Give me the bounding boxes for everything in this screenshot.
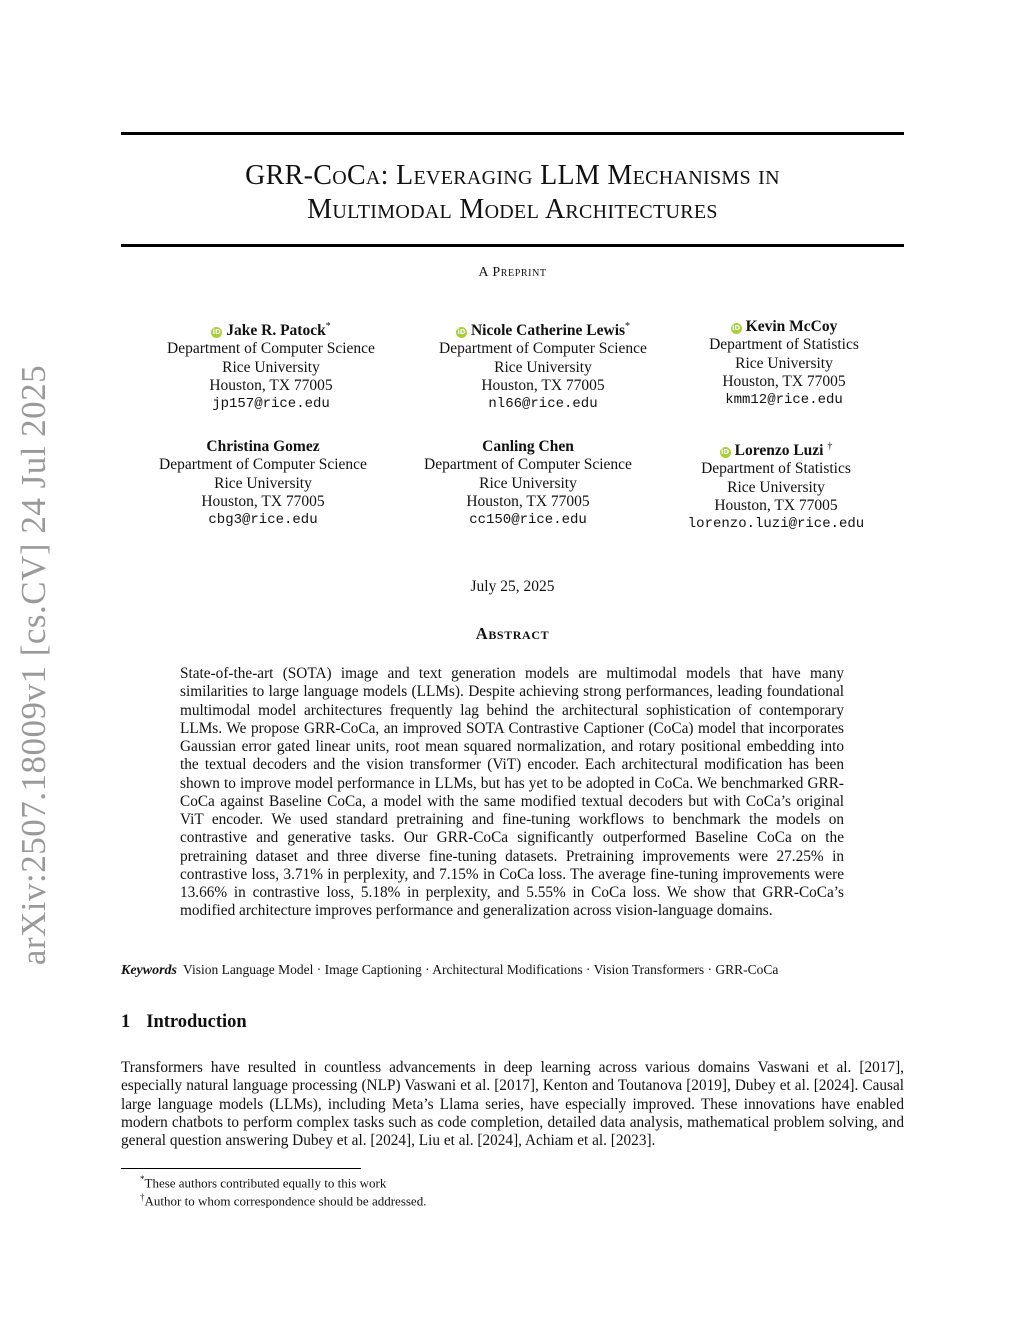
author-email[interactable]: kmm12@rice.edu	[725, 392, 843, 409]
title-rule-bottom	[121, 244, 904, 247]
author-block	[398, 438, 658, 529]
author-mark: *	[625, 321, 631, 332]
author-block	[413, 318, 673, 414]
author-name: Kevin McCoy	[745, 318, 838, 335]
author-university: Rice University	[727, 478, 825, 496]
author-name: Nicole Catherine Lewis	[470, 322, 626, 340]
author-university: Rice University	[735, 354, 833, 372]
author-department: Department of Computer Science	[424, 456, 632, 474]
author-city: Houston, TX 77005	[201, 492, 325, 510]
author-name: Christina Gomez	[206, 438, 320, 455]
author-email[interactable]: lorenzo.luzi@rice.edu	[687, 516, 865, 533]
author-department: Department of Statistics	[701, 460, 851, 478]
author-department: Department of Computer Science	[439, 340, 647, 358]
paper-title-line-1: GRR-CoCa: Leveraging LLM Mechanisms in	[245, 160, 780, 191]
title-rule-top	[121, 132, 904, 135]
section-heading	[121, 1012, 247, 1033]
footnote-text: These authors contributed equally to this work	[144, 1175, 387, 1191]
author-city: Houston, TX 77005	[481, 377, 605, 395]
footnote	[140, 1174, 386, 1191]
author-university: Rice University	[222, 358, 320, 376]
orcid-icon[interactable]: iD	[457, 328, 466, 337]
section-title: Introduction	[146, 1012, 247, 1032]
footnote-mark: *	[140, 1174, 145, 1184]
footnote-mark: †	[140, 1192, 145, 1202]
paper-title-line-2: Multimodal Model Architectures	[307, 194, 718, 225]
abstract-text: State-of-the-art (SOTA) image and text generation models are multimodal models that have many similarities to large language models (LLMs). Despite achieving strong performances, leading foundational multimodal model architectures frequently lag behind the architectural sophistication of contemporary LLMs. We propose GRR-CoCa, an improved SOTA Contrastive Captioner (CoCa) model that incorporates Gaussian error gated linear units, root mean squared normalization, and rotary positional embedding into the textual decoders and the vision transformer (ViT) encoder. Each architectural modification has been shown to improve model performance in LLMs, but has yet to be adopted in CoCa. We benchmarked GRR-CoCa against Baseline CoCa, a model with the same modified textual decoders but with CoCa’s original ViT encoder. We used standard pretraining and fine-tuning workflows to benchmark the models on contrastive and generative tasks. Our GRR-CoCa significantly outperformed Baseline CoCa on the pretraining dataset and three diverse fine-tuning datasets. Pretraining improvements were 27.25% in contrastive loss, 3.71% in perplexity, and 7.15% in CoCa loss. The average fine-tuning improvements were 13.66% in contrastive loss, 5.18% in perplexity, and 5.55% in CoCa loss. We show that GRR-CoCa’s modified architecture improves performance and generalization across vision-language domains.	[180, 665, 844, 920]
author-email[interactable]: jp157@rice.edu	[212, 396, 330, 413]
author-university: Rice University	[494, 358, 592, 376]
abstract-heading: Abstract	[475, 624, 550, 643]
author-name: Canling Chen	[482, 438, 574, 455]
author-block	[141, 318, 401, 414]
author-city: Houston, TX 77005	[714, 497, 838, 515]
keywords-label: Keywords	[121, 963, 177, 978]
author-email[interactable]: cc150@rice.edu	[469, 512, 587, 529]
author-name: Lorenzo Luzi	[734, 442, 824, 460]
author-name: Jake R. Patock	[226, 322, 326, 340]
orcid-icon[interactable]: iD	[721, 448, 730, 457]
author-email[interactable]: nl66@rice.edu	[488, 396, 598, 413]
author-block	[133, 438, 393, 529]
keywords-line	[121, 962, 904, 979]
publication-date: July 25, 2025	[470, 578, 555, 595]
author-city: Houston, TX 77005	[466, 492, 590, 510]
author-department: Department of Statistics	[709, 336, 859, 354]
author-email[interactable]: cbg3@rice.edu	[208, 512, 318, 529]
author-mark: *	[325, 321, 331, 332]
footnote-rule	[121, 1168, 361, 1169]
author-block	[646, 438, 906, 534]
preprint-label: A Preprint	[478, 265, 547, 280]
introduction-paragraph: Transformers have resulted in countless advancements in deep learning across various domains Vaswani et al. [2017], especially natural language processing (NLP) Vaswani et al. [2017], Kenton and Toutanova [2019], Dubey et al. [2024]. Causal large language models (LLMs), including Meta’s Llama series, have especially improved. These innovations have enabled modern chatbots to perform complex tasks such as code completion, detailed data analysis, mathematical problem solving, and general question answering Dubey et al. [2024], Liu et al. [2024], Achiam et al. [2023].	[121, 1059, 904, 1149]
keywords-list: Vision Language Model · Image Captioning · Architectural Modifications · Vision Transformers · GRR-CoCa	[183, 962, 779, 977]
orcid-icon[interactable]: iD	[212, 328, 221, 337]
author-university: Rice University	[214, 474, 312, 492]
author-department: Department of Computer Science	[167, 340, 375, 358]
arxiv-identifier: arXiv:2507.18009v1 [cs.CV] 24 Jul 2025	[14, 364, 53, 966]
author-university: Rice University	[479, 474, 577, 492]
footnote	[140, 1192, 426, 1209]
section-number: 1	[121, 1012, 131, 1032]
footnote-text: Author to whom correspondence should be addressed.	[144, 1193, 427, 1209]
author-city: Houston, TX 77005	[722, 372, 846, 390]
author-block	[654, 318, 914, 409]
author-department: Department of Computer Science	[159, 456, 367, 474]
author-city: Houston, TX 77005	[209, 377, 333, 395]
orcid-icon[interactable]: iD	[732, 324, 741, 332]
author-mark: †	[827, 441, 833, 452]
